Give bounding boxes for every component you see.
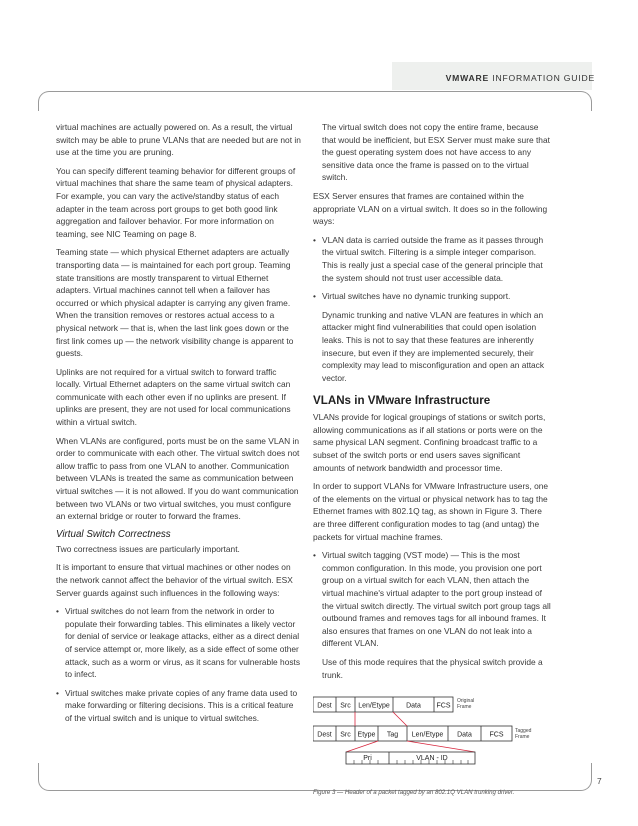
list-item: • Virtual switch tagging (VST mode) — This is the most common configuration. In this mode, you provision one port group on a virtual switch for each VLAN, then attach the virtual machine's virtual adapter to the port group instead of the virtual switch directly. The virtual switch port group tags all outbound frames and removes tags for all inbound frames. It also ensures that frames on one VLAN do not leak into a different VLAN. <box>313 550 551 649</box>
frame-diagram-svg <box>313 687 553 783</box>
bullet-icon: • <box>313 291 316 302</box>
field-data: Data <box>457 731 472 739</box>
paragraph: VLANs provide for logical groupings of stations or switch ports, allowing communications as if all stations or ports were on the same physical LAN segment. Confining broadcast traffic to a subset of the switch ports or end users saves significant amounts of network bandwidth and processor time. <box>313 412 546 473</box>
figure-caption: Figure 3 — Header of a packet tagged by an 802.1Q VLAN trunking driver. <box>313 789 515 797</box>
field-len-etype: Len/Etype <box>358 702 390 710</box>
field-fcs: FCS <box>436 702 451 710</box>
field-src: Src <box>340 731 351 739</box>
field-fcs: FCS <box>489 731 504 739</box>
paragraph: Teaming state — which physical Ethernet adapters are actually transporting data — is maintained for each port group. Teaming state transitions are mostly transparent to virtual Ethernet adapters. Virtual machines cannot tell when a failover has occurred or which physical adapter is carrying any given frame. When the transition removes or restores actual access to a physical network — that is, when the last link goes down or the first link comes up — the network visibility change is apparent to guests. <box>56 247 294 359</box>
left-column <box>56 121 302 731</box>
original-frame-label: Frame <box>457 704 472 711</box>
bullet-icon: • <box>56 687 59 698</box>
paragraph: Use of this mode requires that the physical switch provide a trunk. <box>322 656 543 680</box>
tagged-frame-label: Tagged <box>515 728 532 735</box>
list-item: • Virtual switches do not learn from the network in order to populate their forwarding tables. This eliminates a likely vector for denial of service or leakage attacks, either as a direct denial of service attempt or, more likely, as a side effect of some other attack, such as a worm or virus, as it scans for vulnerable hosts to infect. <box>56 606 301 680</box>
field-etype: Etype <box>357 731 376 739</box>
page-frame-top <box>38 91 592 111</box>
paragraph: ESX Server ensures that frames are contained within the appropriate VLAN on a virtual switch. It does so in the following ways: <box>313 190 548 227</box>
paragraph: It is important to ensure that virtual machines or other nodes on the network cannot affect the behavior of the virtual switch. ESX Server guards against such influences in the following ways: <box>56 562 293 598</box>
original-frame-label: Original <box>457 698 475 705</box>
running-header <box>446 73 595 83</box>
tagged-frame-label: Frame <box>515 734 530 741</box>
field-tag: Tag <box>386 731 399 739</box>
section-heading: Virtual Switch Correctness <box>56 528 171 540</box>
paragraph: virtual machines are actually powered on. As a result, the virtual switch may be able to prune VLANs that are needed but are not in use at the time you are pruning. <box>56 122 301 158</box>
paragraph: You can specify different teaming behavior for different groups of virtual machines that share the same team of physical adapters. For example, you can vary the active/standby status of each adapter in the team across port groups to get both good link aggregation and failover behavior. For more information on teaming, see NIC Teaming on page 8. <box>56 165 296 239</box>
bullet-list <box>56 605 302 724</box>
paragraph: The virtual switch does not copy the entire frame, because that would be inefficient, but ESX Server must make sure that the guest operating system does not have access to any sensitive data once the frame is passed on to the virtual switch. <box>322 122 550 183</box>
field-dest: Dest <box>317 702 332 710</box>
header-brand: VMWARE <box>445 73 490 83</box>
bullet-icon: • <box>56 606 59 617</box>
section-heading: VLANs in VMware Infrastructure <box>313 394 491 408</box>
bullet-icon: • <box>313 234 316 245</box>
paragraph: In order to support VLANs for VMware Infrastructure users, one of the elements on the virtual or physical network has to tag the Ethernet frames with 802.1Q tag, as shown in Figure 3. There are three different configuration modes to tag (and untag) the packets for virtual machine frames. <box>313 481 549 542</box>
list-item: • VLAN data is carried outside the frame as it passes through the virtual switch. Filtering is a simple integer comparison. This is really just a special case of the general principle that the system should not trust user accessible data. <box>313 234 544 283</box>
bullet-list <box>313 549 553 650</box>
list-item: • Virtual switches make private copies of any frame data used to make forwarding or filtering decisions. This is a critical feature of the virtual switch and is unique to virtual switches. <box>56 687 298 723</box>
bullet-list <box>313 234 553 303</box>
field-dest: Dest <box>317 731 332 739</box>
paragraph: When VLANs are configured, ports must be on the same VLAN in order to communicate with each other. The virtual switch does not allow traffic to pass from one VLAN to another. Communication between VLANs is treated the same as communication between virtual switches — it is not allowed. If you do want communication between two VLANs or two virtual switches, you must configure an external bridge or router to forward the frames. <box>56 435 300 522</box>
right-column <box>313 121 553 800</box>
header-title: INFORMATION GUIDE <box>492 73 595 83</box>
list-item: • Virtual switches have no dynamic trunking support. <box>313 291 511 302</box>
bullet-icon: • <box>313 550 316 561</box>
field-pri: Pri <box>363 755 372 763</box>
field-src: Src <box>340 702 351 710</box>
paragraph: Two correctness issues are particularly important. <box>56 543 240 554</box>
paragraph: Uplinks are not required for a virtual switch to forward traffic locally. Virtual Ethernet adapters on the same virtual switch can communicate with each other even if no uplinks are present. If uplinks are present, they are not used for local communications within a virtual switch. <box>56 366 291 428</box>
page-number: 7 <box>597 776 602 786</box>
frame-diagram <box>313 687 553 783</box>
field-vlan-id: VLAN - ID <box>416 755 448 763</box>
field-data: Data <box>406 702 421 710</box>
paragraph: Dynamic trunking and native VLAN are features in which an attacker might find vulnerabilities that could open isolation leaks. This is not to say that these features are inherently insecure, but even if they are implemented securely, their complexity may lead to misconfiguration and open an attack vector. <box>322 309 545 383</box>
field-len-etype: Len/Etype <box>411 731 444 739</box>
